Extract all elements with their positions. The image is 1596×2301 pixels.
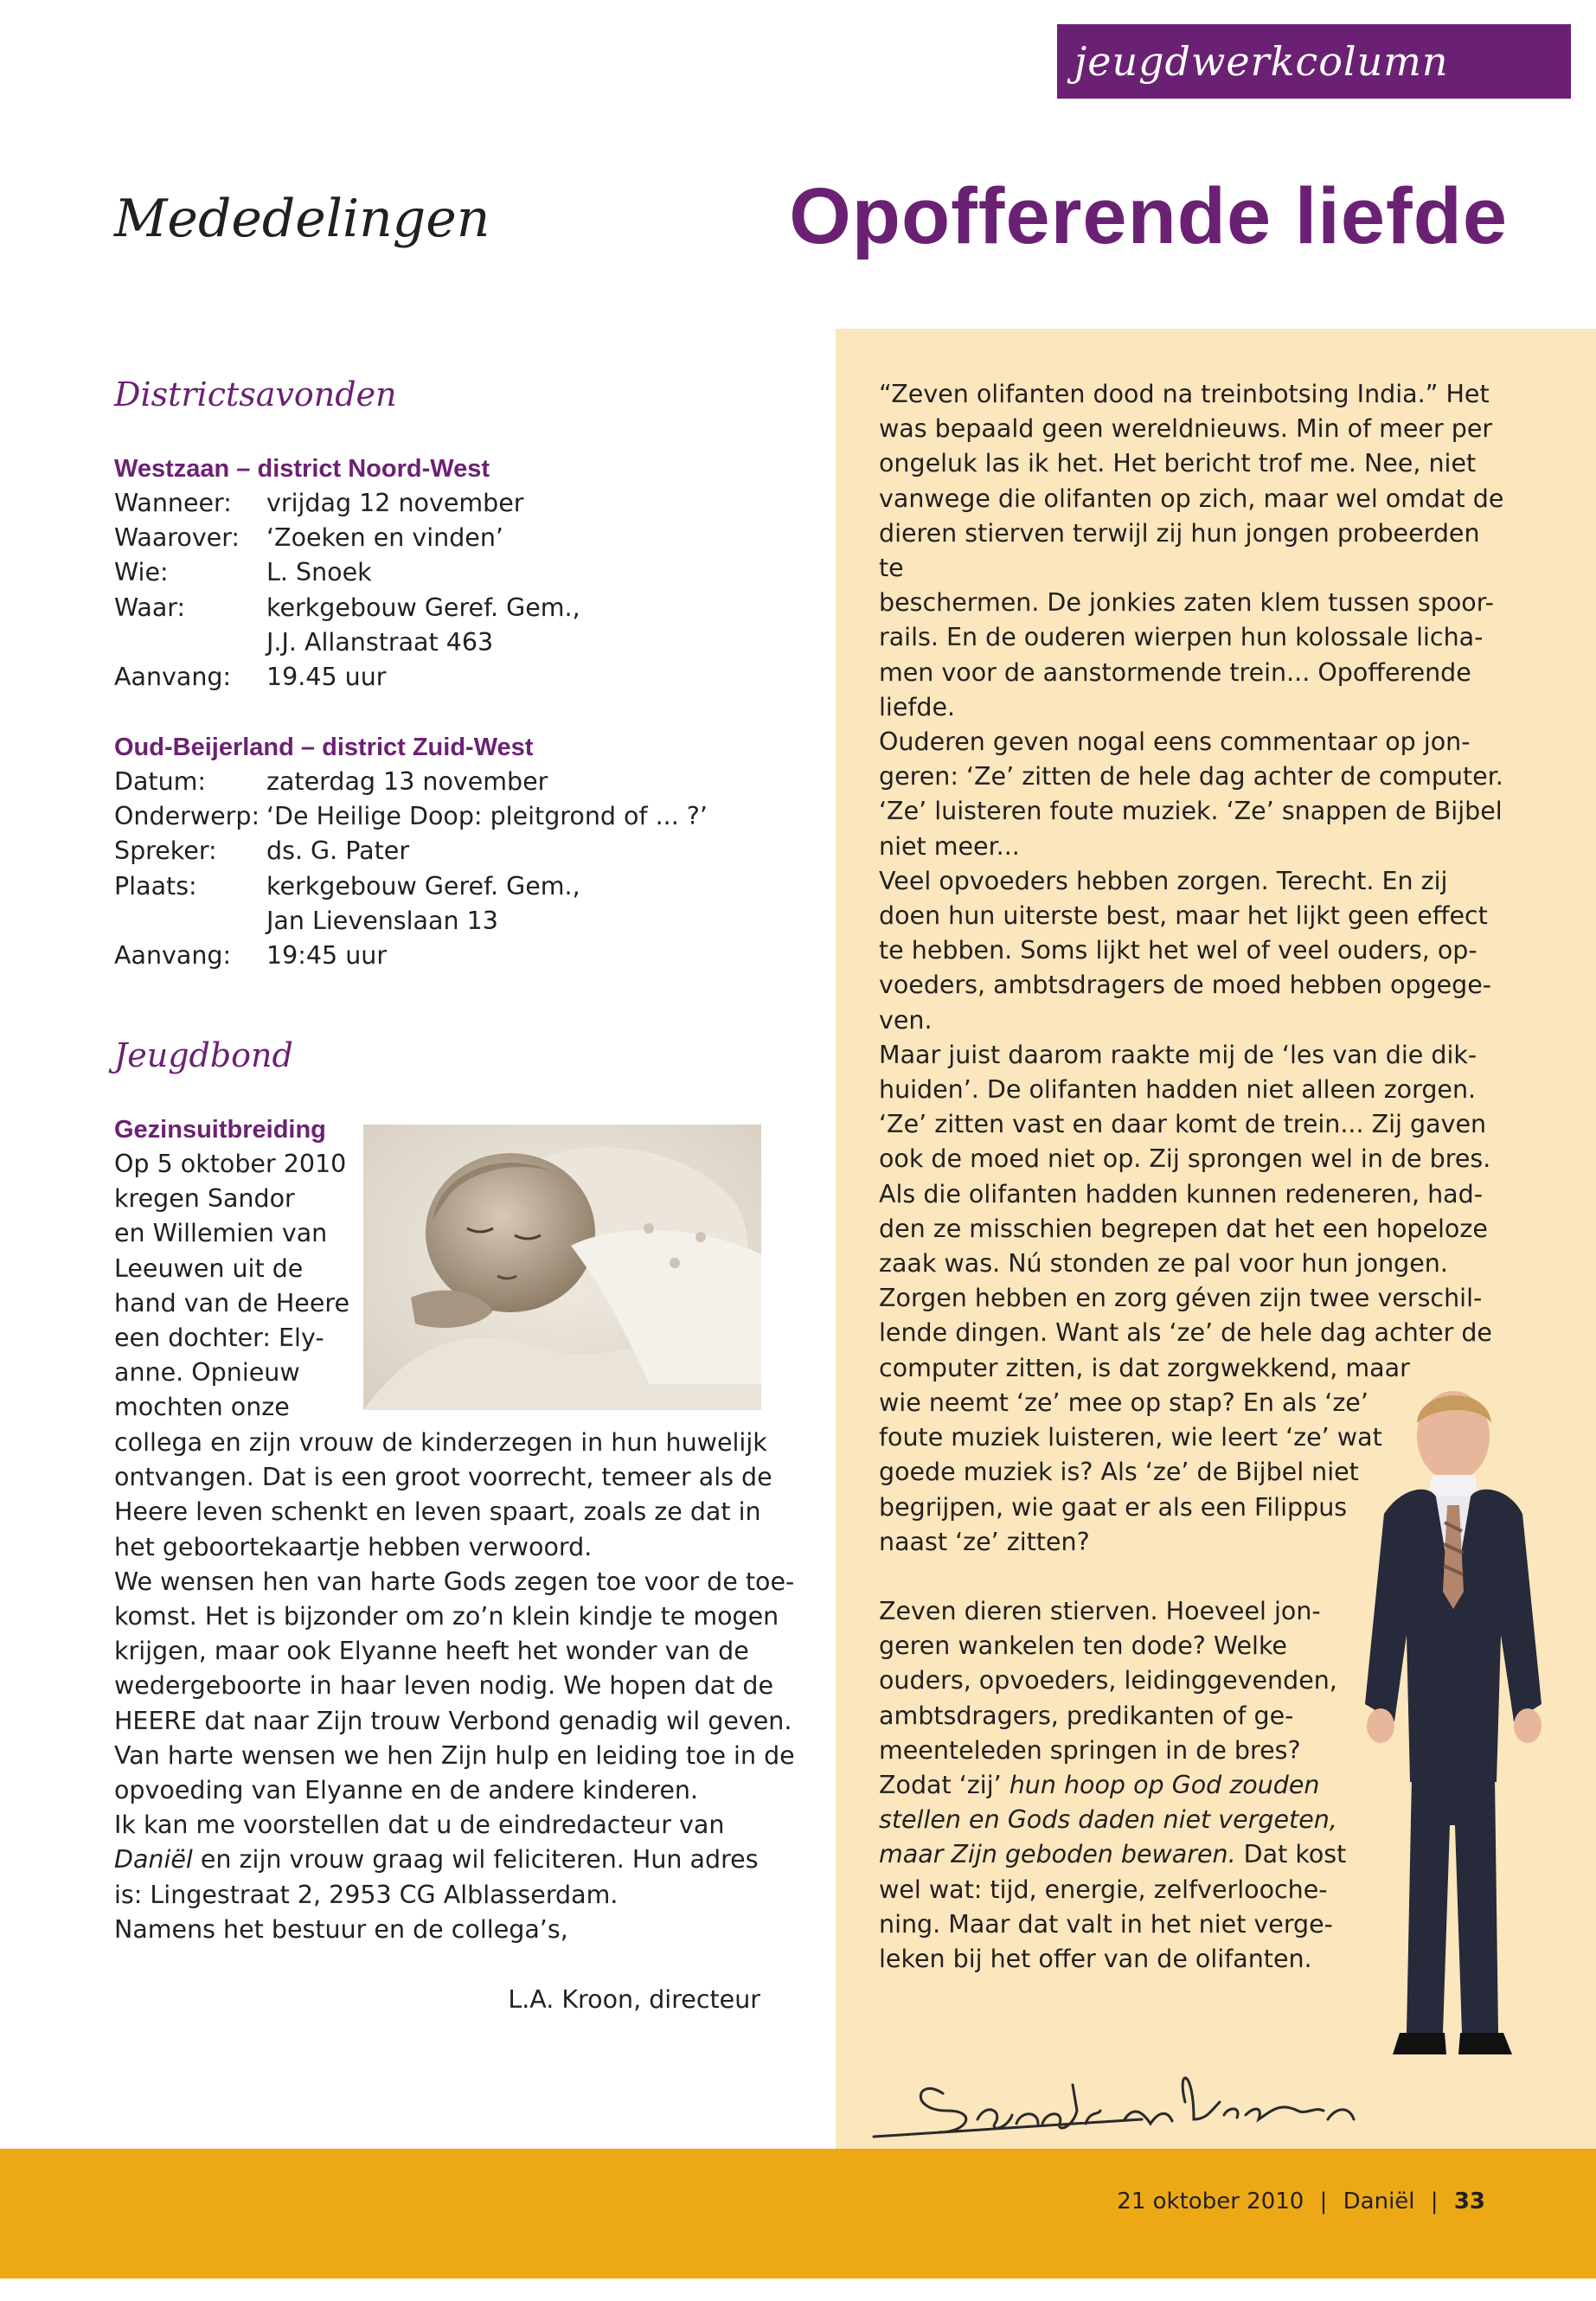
detail-row: Aanvang: 19.45 uur <box>114 663 387 692</box>
detail-row: Waarover: ‘Zoeken en vinden’ <box>114 523 503 553</box>
footer-separator: | <box>1319 2189 1328 2214</box>
person-icon <box>1349 1375 1557 2067</box>
detail-row: Datum: zaterdag 13 november <box>114 767 548 796</box>
birth-text-narrow: Op 5 oktober 2010 kregen Sandor en Willemien van Leeuwen uit de hand van de Heere een dochter: Ely- anne. Opnieuw mochten onze <box>114 1150 350 1422</box>
footer-date: 21 oktober 2010 <box>1117 2189 1304 2214</box>
detail-row: Spreker: ds. G. Pater <box>114 836 410 866</box>
detail-row: Jan Lievenslaan 13 <box>266 906 498 935</box>
event-title: Westzaan – district Noord-West <box>114 455 490 483</box>
event-details <box>114 486 772 695</box>
section-title: Mededelingen <box>114 189 490 249</box>
sleeping-baby-icon <box>363 1125 761 1410</box>
page-number: 33 <box>1453 2189 1485 2214</box>
detail-row: Wanneer: vrijdag 12 november <box>114 489 524 517</box>
detail-row: Aanvang: 19:45 uur <box>114 941 388 971</box>
footer-magazine: Daniël <box>1343 2189 1415 2214</box>
baby-photo <box>363 1125 761 1410</box>
detail-row: Onderwerp: ‘De Heilige Doop: pleitgrond of ... ?’ <box>114 802 708 831</box>
column-label: jeugdwerkcolumn <box>1057 24 1571 99</box>
jeugdbond-heading: Jeugdbond <box>114 1036 293 1074</box>
event-oud-beijerland <box>114 730 772 973</box>
birth-text: collega en zijn vrouw de kinderzegen in hun huwelijk ontvangen. Dat is een groot voorrecht, temeer als de Heere leven schenkt en leven spaart, zoals ze dat in het geboortekaartje hebben verwoord. We wensen hen van harte Gods zegen toe voor de toe- komst. Het is bijzonder om zo’n klein kindje te mogen krijgen, maar ook Elyanne heeft het wonder van de wedergeboorte in haar leven nodig. We hopen dat de HEERE dat naar Zijn trouw Verbond genadig wil geven. Van harte wensen we hen Zijn hulp en leiding toe in de opvoeding van Elyanne en de andere kinderen. Ik kan me voorstellen dat u de eindredacteur van Daniël en zijn vrouw graag wil feliciteren. Hun adres is: Lingestraat 2, 2953 CG Alblasserdam. Namens het bestuur en de collega’s, <box>114 1428 795 1944</box>
footer <box>1117 2189 1485 2214</box>
detail-row: Wie: L. Snoek <box>114 558 372 587</box>
signature-icon <box>865 2050 1401 2145</box>
column-text: “Zeven olifanten dood na treinbotsing India.” Het was bepaald geen wereldnieuws. Min of meer per ongeluk las ik het. Het bericht trof me. Nee, niet vanwege die olifanten op zich, maar wel omdat de dieren stierven terwijl zij hun jongen probeerden te beschermen. De jonkies zaten klem tussen spoor- rails. En de ouderen wierpen hun kolossale licha- men voor de aanstormende trein... Opofferende liefde. Ouderen geven nogal eens commentaar op jon- geren: ‘Ze’ zitten de hele dag achter de computer. ‘Ze’ luisteren foute muziek. ‘Ze’ snappen de Bijbel niet meer... Veel opvoeders hebben zorgen. Terecht. En zij doen hun uiterste best, maar het lijkt geen effect te hebben. Soms lijkt het wel of veel ouders, op- voeders, ambtsdragers de moed hebben opgege- ven. Maar juist daarom raakte mij de ‘les van die dik- huiden’. De olifanten hadden niet alleen zorgen. ‘Ze’ zitten vast en daar komt de trein... Zij gaven ook de moed niet op. Zij sprongen wel in de bres. Als die olifanten hadden kunnen redeneren, had- den ze misschien begrepen dat het een hopeloze zaak was. Nú stonden ze pal voor hun jongen. Zorgen hebben en zorg géven zijn twee verschil- lende dingen. Want als ‘ze’ de hele dag achter de computer zitten, is dat zorgwekkend, maar wie neemt ‘ze’ mee op stap? En als ‘ze’ foute muziek luisteren, wie leert ‘ze’ wat goede muziek is? Als ‘ze’ de Bijbel niet begrijpen, wie gaat er als een Filippus naast ‘ze’ zitten? Zeven dieren stierven. Hoeveel jon- geren wankelen ten dode? Welke ouders, opvoeders, leidinggevenden, ambtsdragers, predikanten of ge- meenteleden springen in de bres? Zodat ‘zij’ hun hoop op God zouden stellen en Gods daden niet vergeten, maar Zijn geboden bewaren. Dat kost wel wat: tijd, energie, zelfverlooche- ning. Maar dat valt in het niet verge- leken bij het offer van de olifanten. <box>879 380 1504 1973</box>
detail-row: Plaats: kerkgebouw Geref. Gem., <box>114 871 580 901</box>
detail-row: Waar: kerkgebouw Geref. Gem., <box>114 593 580 622</box>
page-title: Opofferende liefde <box>789 172 1508 260</box>
event-title: Oud-Beijerland – district Zuid-West <box>114 734 534 761</box>
author-signature <box>865 2050 1401 2145</box>
event-westzaan <box>114 452 772 695</box>
detail-row: J.J. Allanstraat 463 <box>266 627 494 657</box>
author-photo <box>1349 1375 1557 2067</box>
districts-heading: Districtsavonden <box>114 375 397 413</box>
footer-separator: | <box>1430 2189 1439 2214</box>
event-details <box>114 765 772 973</box>
birth-title: Gezinsuitbreiding <box>114 1116 326 1144</box>
signoff: L.A. Kroon, directeur <box>508 1985 760 2014</box>
